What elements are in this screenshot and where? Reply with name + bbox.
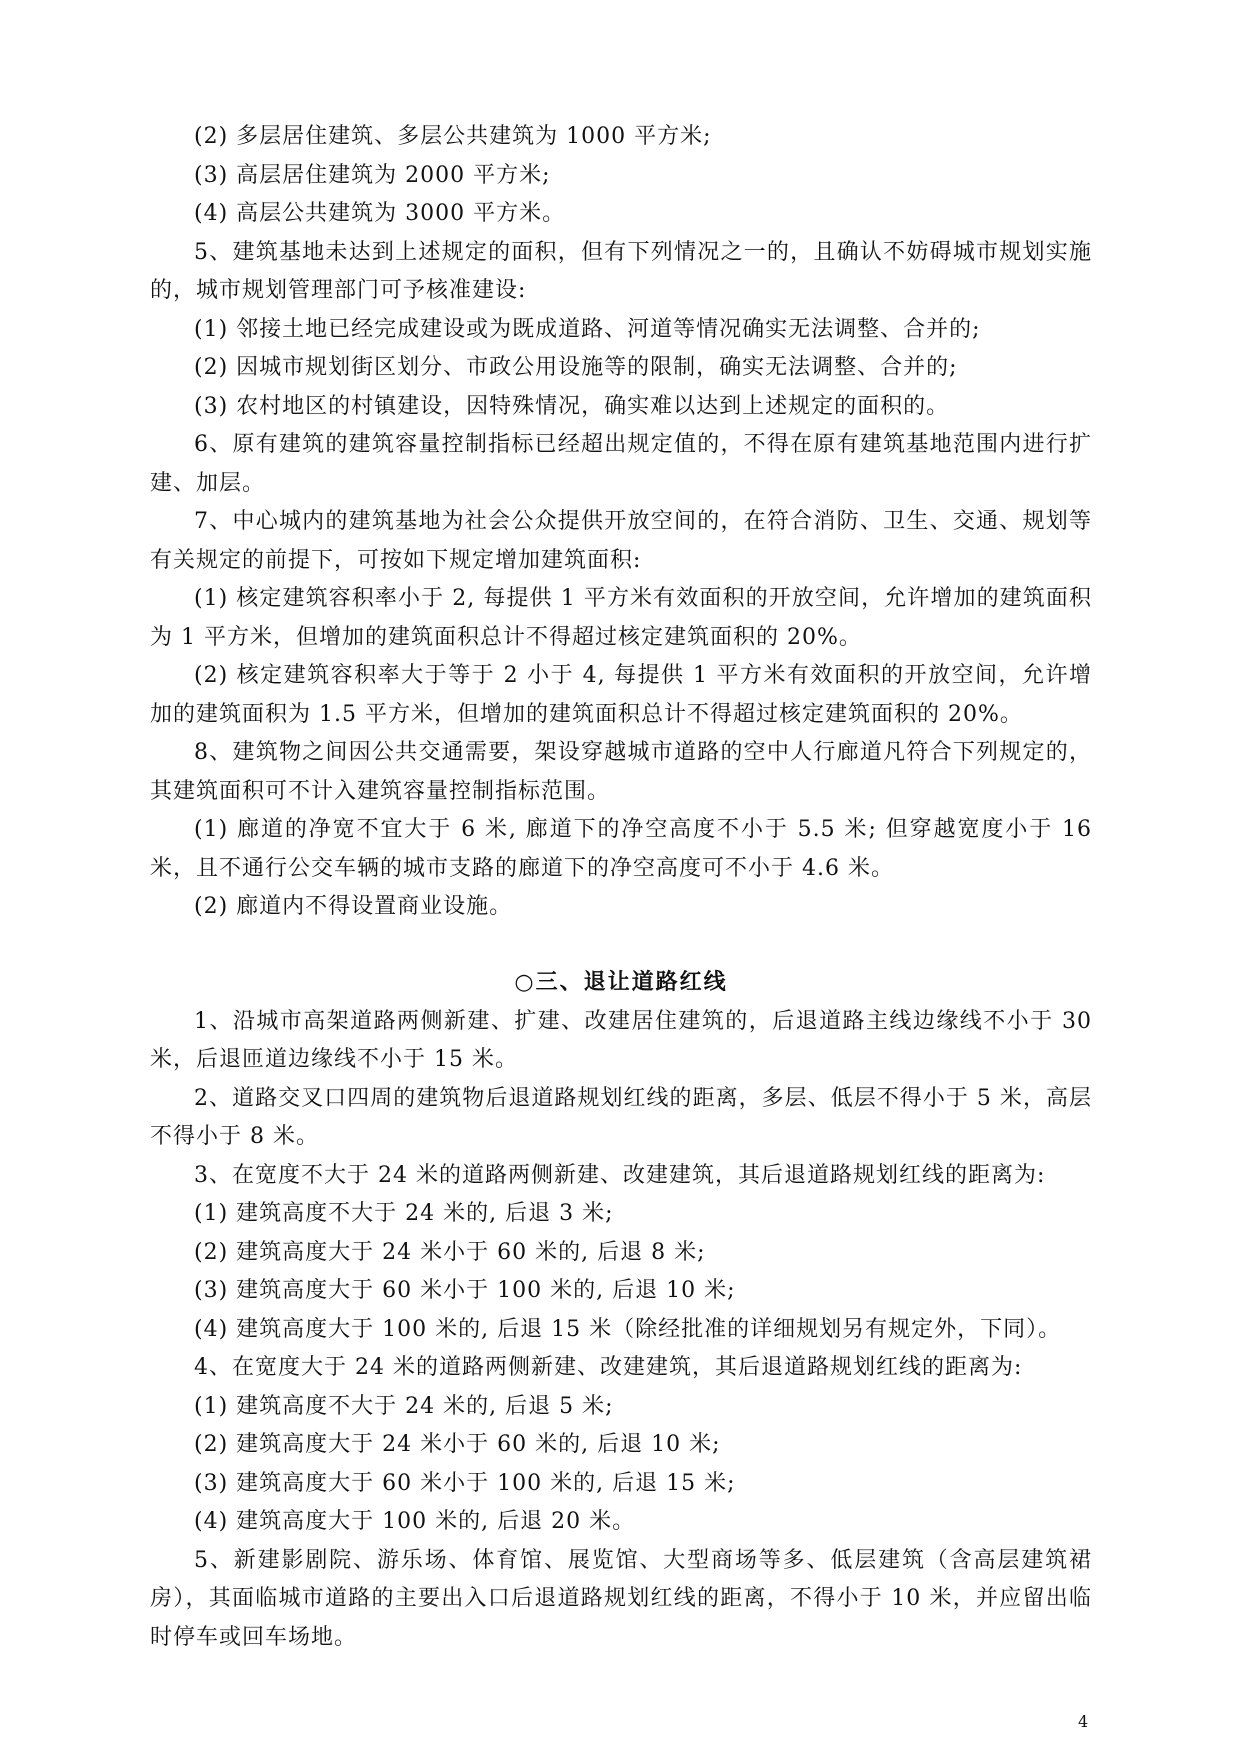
paragraph: 5、新建影剧院、游乐场、体育馆、展览馆、大型商场等多、低层建筑（含高层建筑裙房），其面临城市道路的主要出入口后退道路规划红线的距离，不得小于 10 米，并应留出临时停车或回车场地。 — [150, 1547, 1092, 1650]
page-number: 4 — [1078, 1712, 1089, 1731]
paragraph: (1) 建筑高度不大于 24 米的, 后退 3 米; — [194, 1201, 614, 1226]
paragraph: (3) 高层居住建筑为 2000 平方米; — [194, 162, 551, 188]
section-heading: ○三、退让道路红线 — [514, 969, 728, 995]
paragraph: (1) 核定建筑容积率小于 2, 每提供 1 平方米有效面积的开放空间，允许增加的建筑面积为 1 平方米，但增加的建筑面积总计不得超过核定建筑面积的 20%。 — [150, 586, 1092, 650]
paragraph: (3) 建筑高度大于 60 米小于 100 米的, 后退 10 米; — [194, 1278, 736, 1303]
paragraph: 3、在宽度不大于 24 米的道路两侧新建、改建建筑，其后退道路规划红线的距离为: — [194, 1162, 1046, 1188]
paragraph: 1、沿城市高架道路两侧新建、扩建、改建居住建筑的，后退道路主线边缘线不小于 30 米，后退匝道边缘线不小于 15 米。 — [150, 1008, 1092, 1072]
paragraph: (2) 廊道内不得设置商业设施。 — [194, 894, 513, 919]
paragraph: (2) 因城市规划街区划分、市政公用设施等的限制，确实无法调整、合并的; — [194, 355, 958, 380]
paragraph: (2) 建筑高度大于 24 米小于 60 米的, 后退 10 米; — [194, 1432, 721, 1457]
paragraph: (2) 建筑高度大于 24 米小于 60 米的, 后退 8 米; — [194, 1239, 706, 1265]
paragraph: (4) 建筑高度大于 100 米的, 后退 20 米。 — [194, 1509, 636, 1534]
paragraph: (1) 邻接土地已经完成建设或为既成道路、河道等情况确实无法调整、合并的; — [194, 316, 981, 342]
paragraph: (4) 高层公共建筑为 3000 平方米。 — [194, 201, 566, 226]
paragraph: (1) 廊道的净宽不宜大于 6 米, 廊道下的净空高度不小于 5.5 米; 但穿越宽度小于 16 米，且不通行公交车辆的城市支路的廊道下的净空高度可不小于 4.6 米。 — [150, 817, 1092, 881]
paragraph: 2、道路交叉口四周的建筑物后退道路规划红线的距离，多层、低层不得小于 5 米，高层不得小于 8 米。 — [150, 1085, 1092, 1149]
paragraph: (2) 多层居住建筑、多层公共建筑为 1000 平方米; — [194, 124, 712, 149]
paragraph: (2) 核定建筑容积率大于等于 2 小于 4, 每提供 1 平方米有效面积的开放空间，允许增加的建筑面积为 1.5 平方米，但增加的建筑面积总计不得超过核定建筑面积的 20%。 — [150, 663, 1092, 727]
paragraph: (3) 建筑高度大于 60 米小于 100 米的, 后退 15 米; — [194, 1470, 736, 1496]
paragraph: (3) 农村地区的村镇建设，因特殊情况，确实难以达到上述规定的面积的。 — [194, 393, 950, 419]
paragraph: 8、建筑物之间因公共交通需要，架设穿越城市道路的空中人行廊道凡符合下列规定的，其建筑面积可不计入建筑容量控制指标范围。 — [150, 740, 1092, 804]
paragraph: (4) 建筑高度大于 100 米的, 后退 15 米（除经批准的详细规划另有规定外，下同）。 — [194, 1316, 1062, 1342]
paragraph: 6、原有建筑的建筑容量控制指标已经超出规定值的，不得在原有建筑基地范围内进行扩建、加层。 — [150, 432, 1092, 496]
paragraph: (1) 建筑高度不大于 24 米的, 后退 5 米; — [194, 1393, 614, 1419]
paragraph: 4、在宽度大于 24 米的道路两侧新建、改建建筑，其后退道路规划红线的距离为: — [194, 1355, 1023, 1380]
document-body — [150, 118, 1092, 1657]
paragraph: 5、建筑基地未达到上述规定的面积，但有下列情况之一的，且确认不妨碍城市规划实施的，城市规划管理部门可予核准建设: — [150, 239, 1092, 303]
paragraph: 7、中心城内的建筑基地为社会公众提供开放空间的，在符合消防、卫生、交通、规划等有关规定的前提下，可按如下规定增加建筑面积: — [150, 509, 1092, 573]
